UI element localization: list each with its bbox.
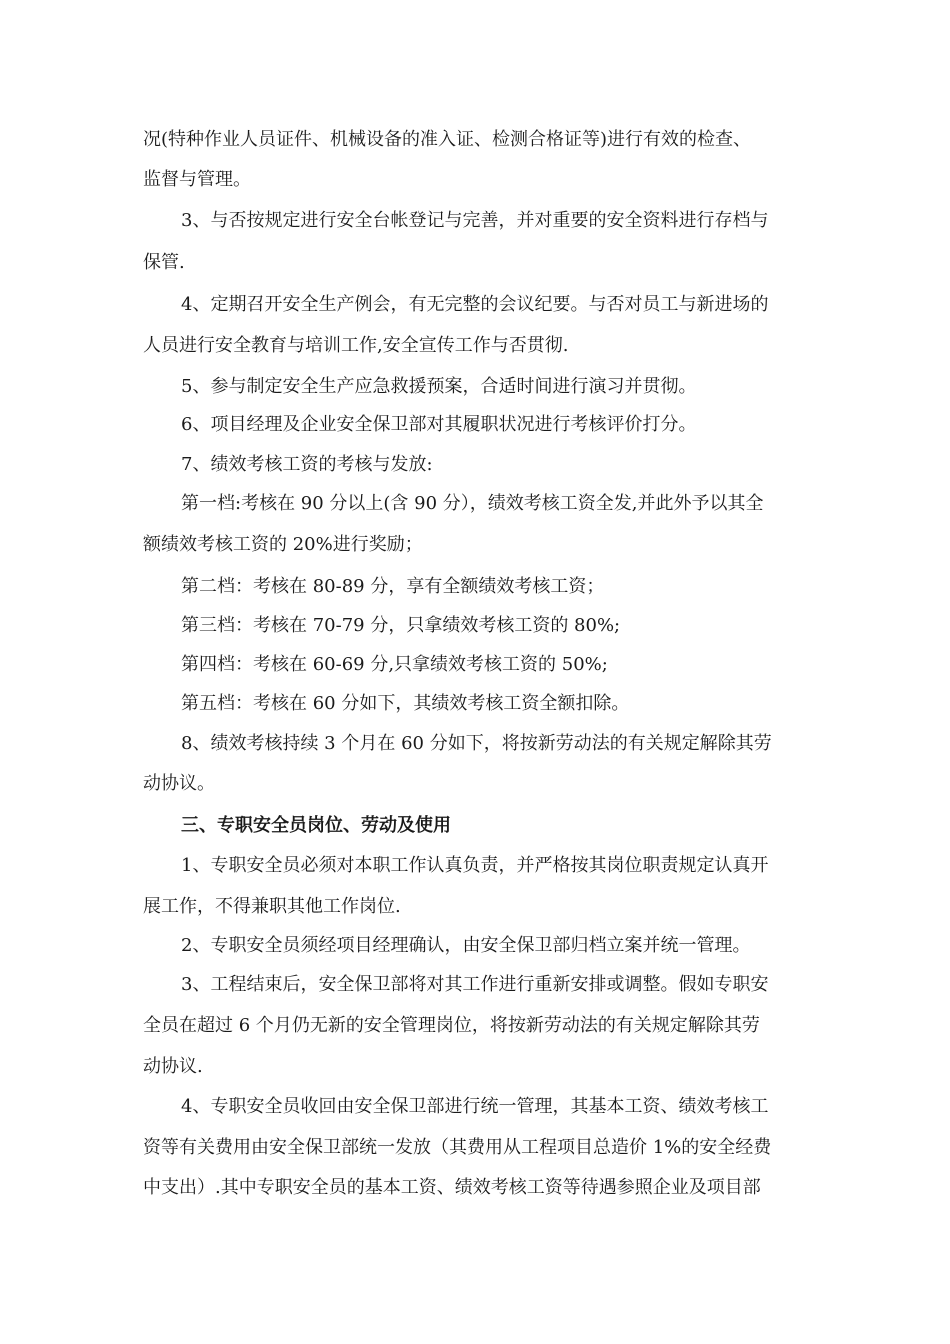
text-line: 第二档：考核在 80-89 分，享有全额绩效考核工资； — [181, 576, 605, 597]
text-line: 6、项目经理及企业安全保卫部对其履职状况进行考核评价打分。 — [181, 414, 697, 435]
text-line: 2、专职安全员须经项目经理确认，由安全保卫部归档立案并统一管理。 — [181, 935, 751, 956]
text-line: 8、绩效考核持续 3 个月在 60 分如下，将按新劳动法的有关规定解除其劳 — [181, 733, 772, 754]
text-line: 4、定期召开安全生产例会，有无完整的会议纪要。与否对员工与新进场的 — [181, 294, 769, 315]
text-line: 中支出）.其中专职安全员的基本工资、绩效考核工资等待遇参照企业及项目部 — [143, 1177, 761, 1198]
text-line: 况(特种作业人员证件、机械设备的准入证、检测合格证等)进行有效的检查、 — [143, 129, 752, 150]
text-line: 1、专职安全员必须对本职工作认真负责，并严格按其岗位职责规定认真开 — [181, 855, 769, 876]
text-line: 第五档：考核在 60 分如下，其绩效考核工资全额扣除。 — [181, 693, 630, 714]
text-line: 全员在超过 6 个月仍无新的安全管理岗位，将按新劳动法的有关规定解除其劳 — [143, 1015, 760, 1036]
text-line: 4、专职安全员收回由安全保卫部进行统一管理，其基本工资、绩效考核工 — [181, 1096, 769, 1117]
text-line: 展工作，不得兼职其他工作岗位. — [143, 896, 401, 917]
text-line: 第一档:考核在 90 分以上(含 90 分），绩效考核工资全发,并此外予以其全 — [181, 493, 764, 514]
text-line: 监督与管理。 — [143, 169, 251, 190]
text-line: 额绩效考核工资的 20%进行奖励； — [143, 534, 423, 555]
text-line: 第三档：考核在 70-79 分，只拿绩效考核工资的 80%; — [181, 615, 621, 636]
text-line: 3、与否按规定进行安全台帐登记与完善，并对重要的安全资料进行存档与 — [181, 210, 769, 231]
text-line: 动协议。 — [143, 773, 215, 794]
text-line: 3、工程结束后，安全保卫部将对其工作进行重新安排或调整。假如专职安 — [181, 974, 769, 995]
text-line: 资等有关费用由安全保卫部统一发放（其费用从工程项目总造价 1%的安全经费 — [143, 1137, 772, 1158]
text-line: 5、参与制定安全生产应急救援预案，合适时间进行演习并贯彻。 — [181, 376, 697, 397]
text-line: 第四档：考核在 60-69 分,只拿绩效考核工资的 50%; — [181, 654, 608, 675]
text-line: 7、绩效考核工资的考核与发放: — [181, 454, 433, 475]
text-line: 人员进行安全教育与培训工作,安全宣传工作与否贯彻. — [143, 335, 569, 356]
text-line: 动协议. — [143, 1056, 203, 1077]
text-line: 保管. — [143, 252, 185, 273]
section-heading: 三、专职安全员岗位、劳动及使用 — [181, 815, 451, 836]
